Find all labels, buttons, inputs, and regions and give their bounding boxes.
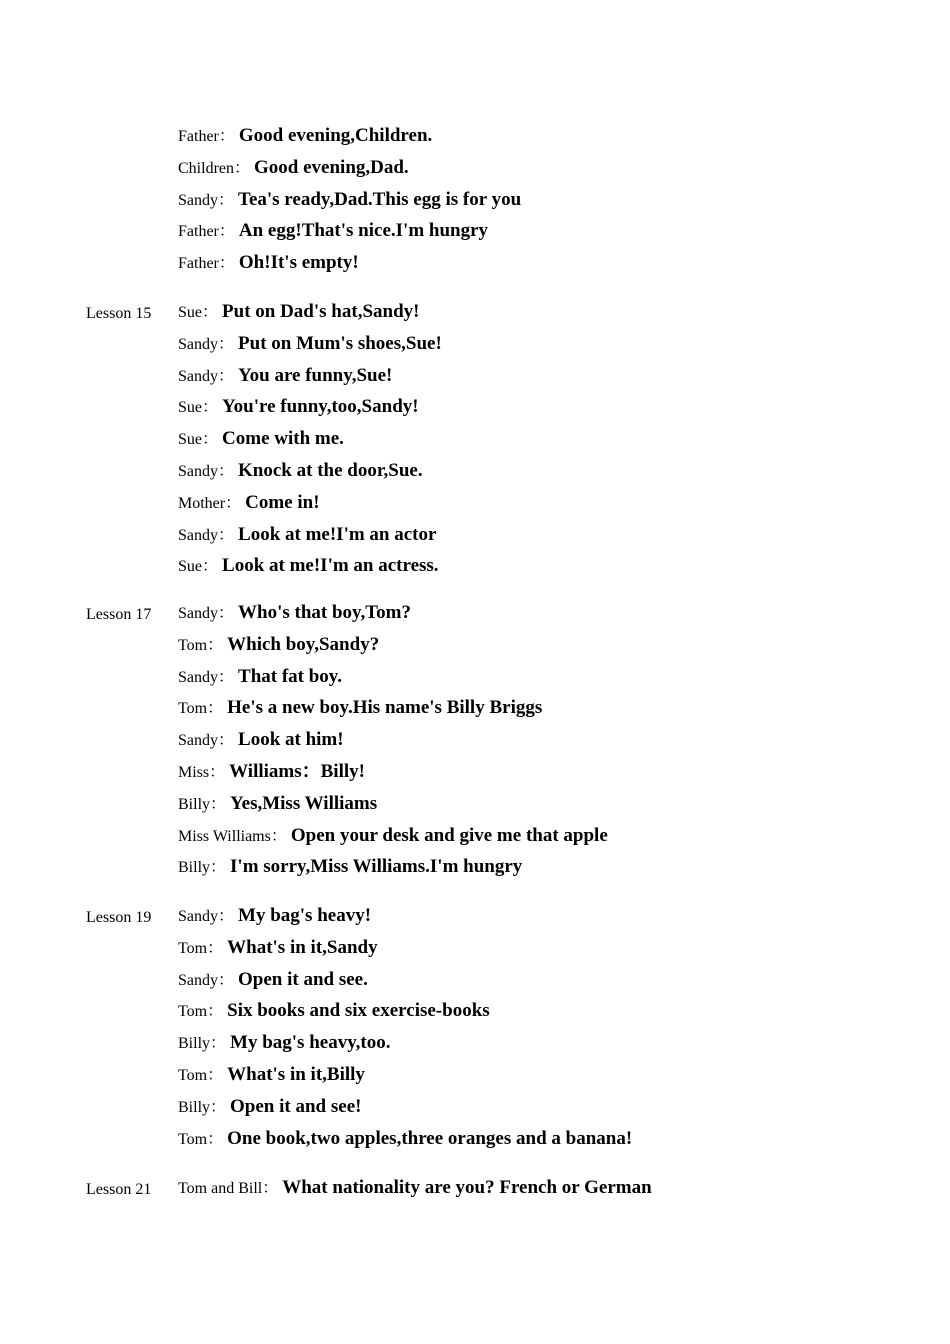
- speaker-separator: ：: [270, 827, 287, 845]
- dialogue-line: [178, 124, 432, 148]
- lesson-label: Lesson 21: [86, 1181, 152, 1198]
- speaker-name: Sue: [178, 431, 202, 449]
- speaker-name: Sandy: [178, 463, 218, 480]
- speaker-separator: ：: [218, 191, 235, 209]
- dialogue-line: [178, 728, 344, 752]
- dialogue-line: [178, 491, 320, 515]
- speaker-name: Sue: [178, 399, 202, 417]
- dialogue-line: [178, 1031, 390, 1055]
- dialogue-line: [178, 332, 442, 356]
- utterance-text: Williams：Billy!: [229, 761, 365, 782]
- speaker-name: Sandy: [178, 908, 218, 925]
- speaker-separator: ：: [210, 1098, 227, 1116]
- speaker-separator: ：: [225, 494, 242, 512]
- speaker-separator: ：: [218, 605, 235, 622]
- dialogue-line: [178, 904, 371, 928]
- utterance-text: Look at me!I'm an actor: [238, 523, 437, 545]
- dialogue-line: [178, 792, 377, 816]
- speaker-separator: ：: [218, 908, 235, 925]
- speaker-separator: ：: [218, 732, 235, 750]
- speaker-name: Tom: [178, 1003, 208, 1021]
- utterance-text: Come in!: [245, 491, 320, 513]
- speaker-separator: ：: [218, 463, 235, 480]
- utterance-text: What's in it,Billy: [227, 1064, 365, 1085]
- utterance-text: My bag's heavy!: [238, 905, 372, 926]
- speaker-separator: ：: [218, 367, 235, 385]
- utterance-text: Who's that boy,Tom?: [238, 602, 412, 623]
- dialogue-line: [178, 855, 522, 879]
- dialogue-line: [178, 364, 392, 388]
- speaker-separator: ：: [209, 764, 226, 781]
- utterance-text: Look at me!I'm an actress.: [222, 555, 439, 577]
- dialogue-line: [178, 188, 521, 212]
- speaker-name: Sandy: [178, 367, 218, 385]
- dialogue-line: [178, 824, 608, 848]
- speaker-separator: ：: [202, 304, 219, 321]
- speaker-separator: ：: [210, 1035, 227, 1053]
- speaker-name: Father: [178, 255, 219, 273]
- speaker-separator: ：: [207, 636, 224, 654]
- speaker-name: Tom: [178, 700, 208, 718]
- speaker-separator: ：: [218, 971, 235, 989]
- speaker-separator: ：: [202, 399, 219, 417]
- dialogue-line: [178, 427, 344, 451]
- speaker-name: Billy: [178, 859, 211, 877]
- speaker-name: Billy: [178, 1035, 211, 1053]
- utterance-text: Put on Dad's hat,Sandy!: [222, 301, 420, 322]
- dialogue-line: [178, 1127, 632, 1151]
- dialogue-line: [178, 219, 488, 243]
- speaker-separator: ：: [207, 1067, 224, 1084]
- speaker-name: Miss: [178, 764, 210, 781]
- speaker-separator: ：: [207, 700, 224, 718]
- speaker-separator: ：: [207, 1003, 224, 1021]
- speaker-name: Sandy: [178, 732, 218, 750]
- utterance-text: One book,two apples,three oranges and a banana!: [227, 1127, 633, 1149]
- speaker-separator: ：: [218, 526, 235, 544]
- speaker-name: Sandy: [178, 191, 218, 209]
- speaker-separator: ：: [218, 223, 235, 241]
- speaker-separator: ：: [218, 335, 235, 353]
- speaker-separator: ：: [207, 1130, 224, 1148]
- dialogue-line: [178, 665, 342, 689]
- speaker-name: Sandy: [178, 526, 218, 544]
- speaker-separator: ：: [207, 939, 224, 957]
- dialogue-line: [178, 1176, 652, 1200]
- dialogue-line: [178, 999, 490, 1023]
- speaker-name: Billy: [178, 795, 211, 813]
- dialogue-line: [178, 395, 419, 419]
- utterance-text: What's in it,Sandy: [227, 936, 378, 958]
- utterance-text: Open your desk and give me that apple: [290, 824, 608, 846]
- utterance-text: My bag's heavy,too.: [230, 1032, 391, 1054]
- lesson-label: Lesson 17: [86, 606, 152, 623]
- speaker-name: Billy: [178, 1098, 211, 1116]
- speaker-name: Tom: [178, 939, 208, 957]
- dialogue-line: [178, 601, 411, 625]
- utterance-text: Put on Mum's shoes,Sue!: [238, 332, 442, 354]
- utterance-text: Oh!It's empty!: [238, 252, 359, 274]
- dialogue-line: [178, 251, 359, 275]
- utterance-text: Six books and six exercise-books: [227, 1000, 490, 1022]
- lesson-label: Lesson 19: [86, 909, 152, 926]
- speaker-name: Mother: [178, 494, 226, 512]
- speaker-separator: ：: [218, 255, 235, 273]
- dialogue-line: [178, 554, 439, 578]
- speaker-name: Sue: [178, 304, 202, 321]
- utterance-text: Yes,Miss Williams: [230, 792, 378, 814]
- speaker-name: Tom: [178, 636, 208, 654]
- dialogue-line: [178, 1063, 365, 1087]
- speaker-separator: ：: [202, 558, 219, 576]
- utterance-text: Come with me.: [222, 428, 344, 450]
- dialogue-line: [178, 156, 409, 180]
- dialogue-line: [178, 523, 436, 547]
- dialogue-line: [178, 300, 419, 324]
- speaker-separator: ：: [210, 795, 227, 813]
- speaker-separator: ：: [234, 159, 251, 177]
- speaker-separator: ：: [210, 859, 227, 877]
- utterance-text: That fat boy.: [238, 665, 343, 687]
- utterance-text: He's a new boy.His name's Billy Briggs: [227, 697, 543, 719]
- speaker-name: Sandy: [178, 605, 218, 622]
- utterance-text: Good evening,Children.: [238, 125, 433, 146]
- speaker-separator: ：: [218, 668, 235, 686]
- speaker-name: Sandy: [178, 335, 218, 353]
- utterance-text: Good evening,Dad.: [254, 156, 409, 178]
- speaker-separator: ：: [262, 1180, 279, 1197]
- speaker-name: Father: [178, 223, 219, 241]
- speaker-name: Tom: [178, 1067, 208, 1084]
- speaker-name: Sandy: [178, 668, 218, 686]
- speaker-separator: ：: [202, 431, 219, 449]
- dialogue-line: [178, 760, 365, 784]
- speaker-name: Tom and Bill: [178, 1180, 263, 1197]
- utterance-text: I'm sorry,Miss Williams.I'm hungry: [230, 856, 523, 878]
- utterance-text: You are funny,Sue!: [238, 364, 393, 386]
- dialogue-line: [178, 1095, 361, 1119]
- dialogue-line: [178, 968, 368, 992]
- dialogue-line: [178, 696, 542, 720]
- utterance-text: Open it and see!: [230, 1095, 362, 1117]
- dialogue-line: [178, 459, 423, 483]
- speaker-name: Sue: [178, 558, 202, 576]
- speaker-name: Tom: [178, 1130, 208, 1148]
- lesson-label: Lesson 15: [86, 305, 152, 322]
- dialogue-line: [178, 936, 378, 960]
- utterance-text: Open it and see.: [238, 968, 368, 990]
- speaker-name: Father: [178, 128, 219, 145]
- utterance-text: What nationality are you? French or German: [282, 1177, 652, 1198]
- utterance-text: Look at him!: [238, 729, 344, 751]
- utterance-text: Tea's ready,Dad.This egg is for you: [238, 188, 522, 210]
- utterance-text: An egg!That's nice.I'm hungry: [238, 220, 489, 242]
- dialogue-line: [178, 633, 379, 657]
- speaker-separator: ：: [218, 128, 235, 145]
- utterance-text: Knock at the door,Sue.: [238, 460, 423, 481]
- utterance-text: Which boy,Sandy?: [227, 633, 380, 655]
- utterance-text: You're funny,too,Sandy!: [222, 396, 419, 418]
- speaker-name: Children: [178, 159, 234, 177]
- speaker-name: Sandy: [178, 971, 218, 989]
- speaker-name: Miss Williams: [178, 827, 271, 845]
